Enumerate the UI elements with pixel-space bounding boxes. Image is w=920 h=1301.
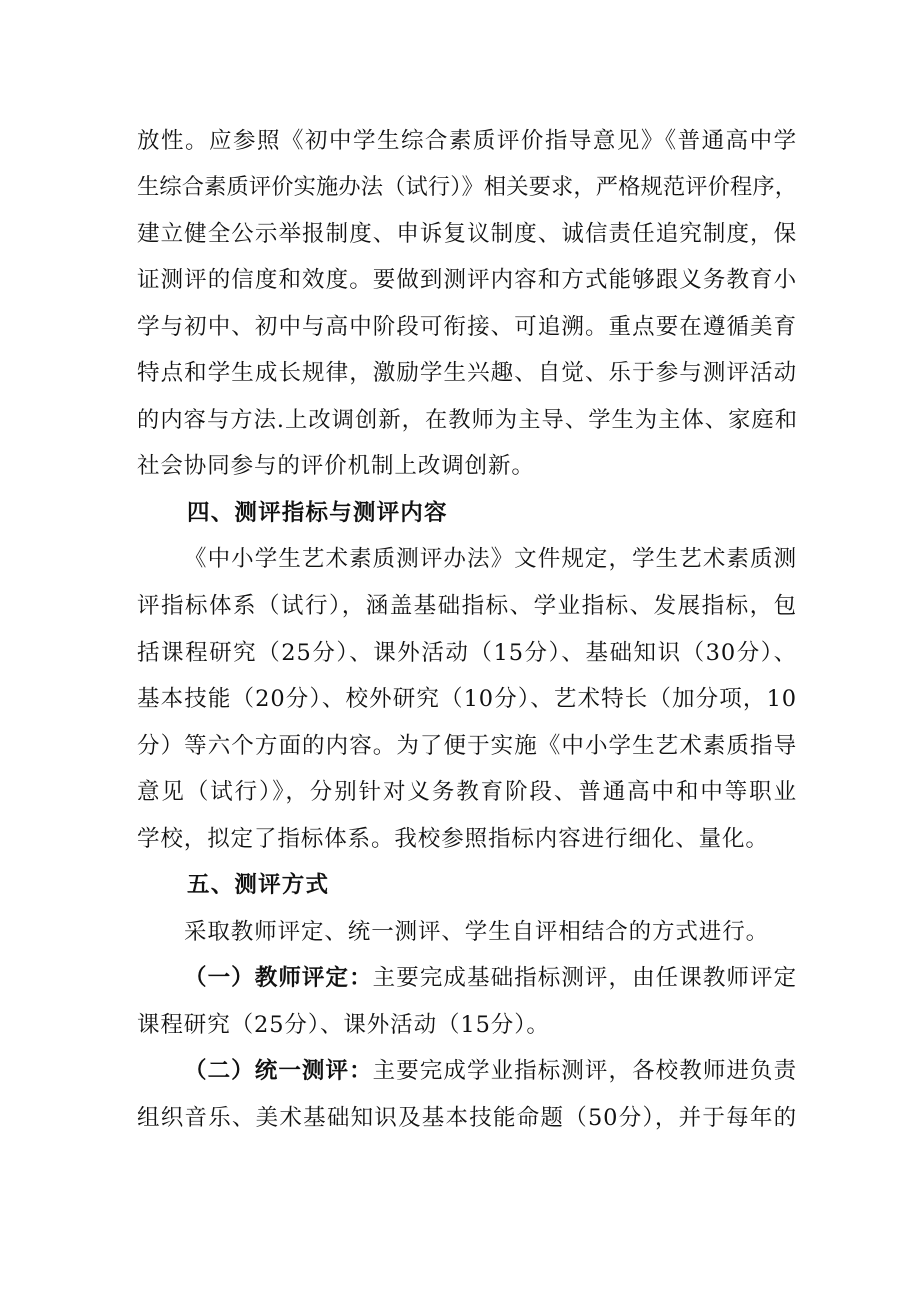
paragraph-line: 意见（试行）》，分别针对义务教育阶段、普通高中和中等职业 [137,779,797,805]
paragraph-line: 证测评的信度和效度。要做到测评内容和方式能够跟义务教育小 [137,267,797,293]
paragraph-line: 《中小学生艺术素质测评办法》文件规定，学生艺术素质测 [184,546,797,572]
paragraph-line: 采取教师评定、统一测评、学生自评相结合的方式进行。 [184,919,770,945]
section-heading-4: 四、测评指标与测评内容 [187,500,448,526]
paragraph-line: 学与初中、初中与高中阶段可衔接、可追溯。重点要在遵循美育 [137,314,797,340]
item-text: 主要完成学业指标测评，各校教师进负责 [372,1058,797,1084]
list-item-unified-evaluation [184,1056,797,1086]
item-lead: （二）统一测评： [184,1058,373,1084]
item-text: 主要完成基础指标测评，由任课教师评定 [372,965,797,991]
section-heading-5: 五、测评方式 [187,872,330,898]
paragraph-line: 分）等六个方面的内容。为了便于实施《中小学生艺术素质指导 [137,733,797,759]
item-lead: （一）教师评定： [184,965,373,991]
paragraph-line: 学校，拟定了指标体系。我校参照指标内容进行细化、量化。 [137,826,769,852]
paragraph-line: 生综合素质评价实施办法（试行）》相关要求，严格规范评价程序， [137,174,797,200]
paragraph-line: 社会协同参与的评价机制上改调创新。 [137,453,535,479]
paragraph-line: 建立健全公示举报制度、申诉复议制度、诚信责任追究制度，保 [137,221,797,247]
paragraph-line: 的内容与方法.上改调创新，在教师为主导、学生为主体、家庭和 [137,407,797,433]
paragraph-line: 课程研究（25分）、课外活动（15分）。 [137,1012,550,1038]
paragraph-line: 基本技能（20分）、校外研究（10分）、艺术特长（加分项，10 [137,686,797,712]
paragraph-line: 组织音乐、美术基础知识及基本技能命题（50分），并于每年的 [137,1105,797,1131]
paragraph-line: 放性。应参照《初中学生综合素质评价指导意见》《普通高中学 [137,128,797,154]
paragraph-line: 评指标体系（试行），涵盖基础指标、学业指标、发展指标，包 [137,593,797,619]
paragraph-line: 特点和学生成长规律，激励学生兴趣、自觉、乐于参与测评活动 [137,360,797,386]
list-item-teacher-evaluation [184,963,797,993]
paragraph-line: 括课程研究（25分）、课外活动（15分）、基础知识（30分）、 [137,640,797,666]
